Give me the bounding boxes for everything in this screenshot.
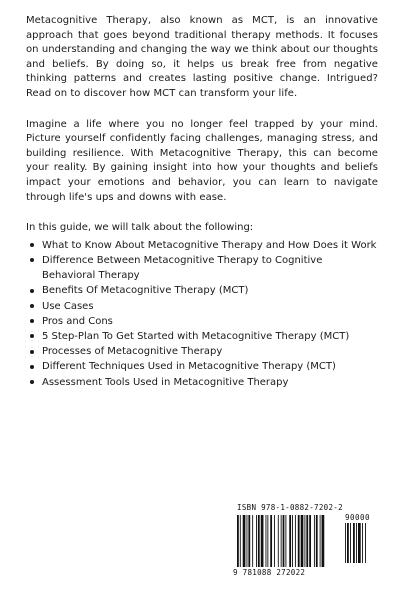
- barcode-bar: [256, 515, 257, 567]
- list-item: Difference Between Metacognitive Therapy to Cognitive Behavioral Therapy: [26, 253, 378, 283]
- addon-bar: [365, 523, 366, 563]
- addon-bar: [345, 523, 346, 563]
- barcode-bar: [261, 515, 264, 567]
- price-code: 90000: [345, 513, 371, 522]
- barcode-bar: [295, 515, 296, 567]
- barcode-bars-graphic: [233, 513, 377, 569]
- barcode-bar: [314, 515, 315, 567]
- barcode-digits: 9 781088 272022: [233, 568, 306, 577]
- list-item: Different Techniques Used in Metacognitive Therapy (MCT): [26, 359, 378, 374]
- barcode-bar: [309, 515, 311, 567]
- list-item: Benefits Of Metacognitive Therapy (MCT): [26, 283, 378, 298]
- barcode-bar: [240, 515, 241, 567]
- barcode-bar: [258, 515, 260, 567]
- isbn-label: ISBN 978-1-0882-7202-2: [237, 503, 343, 512]
- back-cover-text: [26, 14, 378, 390]
- list-intro: In this guide, we will talk about the following:: [26, 222, 254, 234]
- barcode-bar: [270, 515, 272, 567]
- isbn-barcode: [233, 503, 377, 579]
- addon-bar: [358, 523, 361, 563]
- barcode-bar: [243, 515, 246, 567]
- imagine-paragraph: Imagine a life where you no longer feel trapped by your mind. Picture yourself confidently facing challenges, managing stress, and building resilience. With Metacognitive Therapy, this can become your reality. By gaining insight into how your thoughts and beliefs impact your emotions and behavior, you can learn to navigate through life's ups and downs with ease.: [26, 118, 378, 203]
- barcode-bar: [304, 515, 305, 567]
- barcode-bar: [316, 515, 318, 567]
- list-item: Use Cases: [26, 299, 378, 314]
- addon-bar: [362, 523, 363, 563]
- barcode-bar: [274, 515, 275, 567]
- list-item: What to Know About Metacognitive Therapy and How Does it Work: [26, 238, 378, 253]
- barcode-bar: [283, 515, 285, 567]
- barcode-bar: [301, 515, 304, 567]
- barcode-bar: [292, 515, 293, 567]
- intro-paragraph: Metacognitive Therapy, also known as MCT, is an innovative approach that goes beyond traditional therapy methods. It focuses on understanding and changing the way we think about our thoughts and beliefs. By doing so, it helps us break free from negative thinking patterns and creates lasting positive change. Intrigued? Read on to discover how MCT can transform your life.: [26, 15, 378, 99]
- addon-bar: [356, 523, 357, 563]
- barcode-bar: [267, 515, 268, 567]
- barcode-bar: [320, 515, 321, 567]
- barcode-bar: [289, 515, 291, 567]
- topics-list: [26, 238, 378, 390]
- barcode-bar: [298, 515, 300, 567]
- barcode-bar: [285, 515, 286, 567]
- list-item: 5 Step-Plan To Get Started with Metacognitive Therapy (MCT): [26, 329, 378, 344]
- addon-bar: [347, 523, 349, 563]
- addon-bar: [350, 523, 351, 563]
- barcode-bar: [322, 515, 325, 567]
- barcode-bar: [237, 515, 239, 567]
- list-item: Assessment Tools Used in Metacognitive Therapy: [26, 375, 378, 390]
- barcode-bar: [278, 515, 279, 567]
- barcode-bar: [248, 515, 250, 567]
- barcode-bar: [247, 515, 248, 567]
- barcode-bar: [266, 515, 267, 567]
- barcode-bar: [306, 515, 308, 567]
- list-item: Pros and Cons: [26, 314, 378, 329]
- barcode-bar: [281, 515, 282, 567]
- barcode-bar: [252, 515, 253, 567]
- addon-bar: [353, 523, 355, 563]
- list-item: Processes of Metacognitive Therapy: [26, 344, 378, 359]
